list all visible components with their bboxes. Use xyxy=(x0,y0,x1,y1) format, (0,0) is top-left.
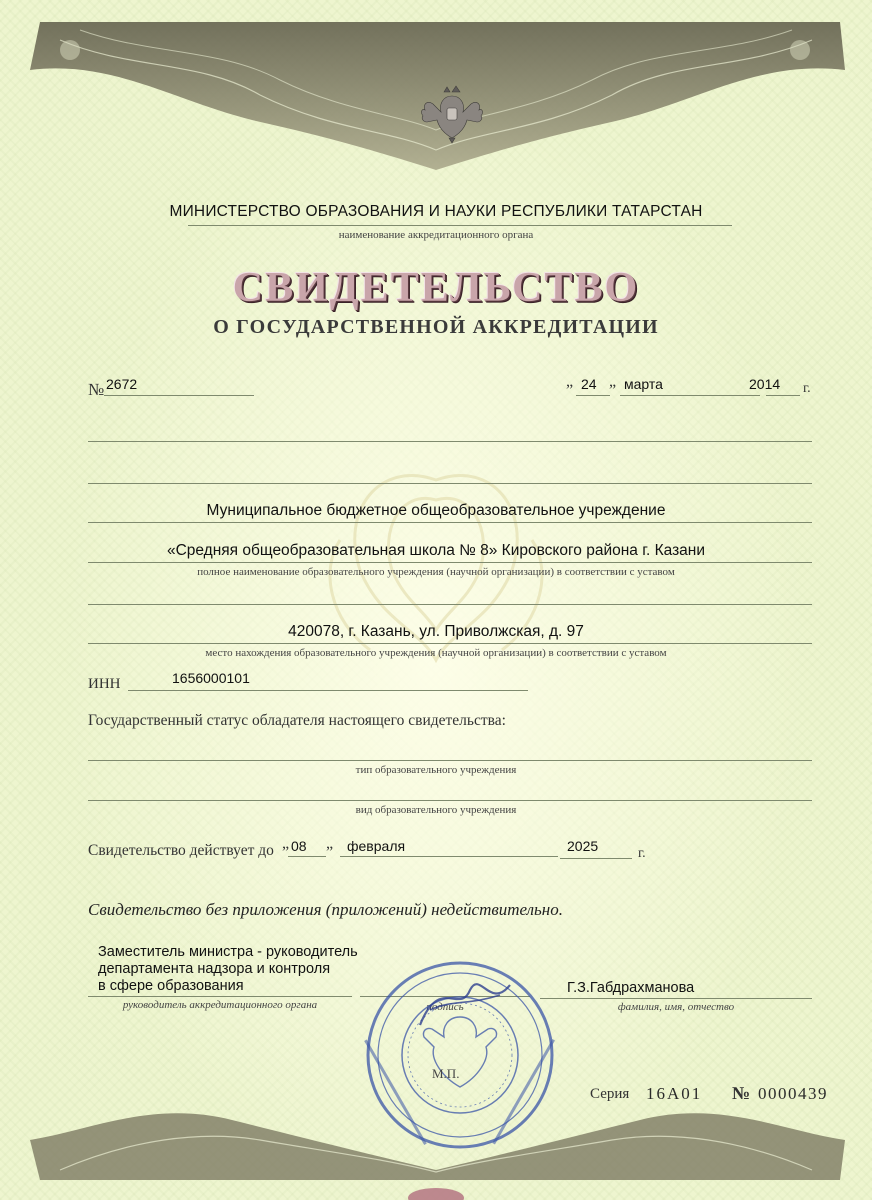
issue-month: марта xyxy=(624,376,663,392)
issue-day: 24 xyxy=(581,376,597,392)
signature-caption: подпись xyxy=(426,1001,464,1013)
authority-caption: наименование аккредитационного органа xyxy=(338,229,534,241)
organization-name-caption: полное наименование образовательного учреждения (научной организации) в соответствии с уставом xyxy=(197,566,675,578)
organization-address-caption: место нахождения образовательного учреждения (научной организации) в соответствии с уставом xyxy=(205,647,667,659)
issue-year: 2014 xyxy=(749,376,781,392)
issue-quote-open: „ xyxy=(566,373,574,390)
series-number: 0000439 xyxy=(758,1084,828,1103)
series-number-sign: № xyxy=(732,1083,751,1103)
signatory-name: Г.З.Габдрахманова xyxy=(567,980,695,996)
signatory-position-line: в сфере образования xyxy=(98,978,244,994)
signatory-position xyxy=(98,944,358,995)
signatory-position-caption: руководитель аккредитационного органа xyxy=(122,999,318,1011)
certificate-number: 2672 xyxy=(106,376,138,392)
organization-address: 420078, г. Казань, ул. Приволжская, д. 97 xyxy=(288,623,584,640)
signatory-position-line: департамента надзора и контроля xyxy=(98,961,331,977)
document-title: СВИДЕТЕЛЬСТВО xyxy=(232,265,640,311)
issue-quote-close: „ xyxy=(609,373,617,390)
validity-quote-open: „ xyxy=(282,835,290,852)
organization-name-line2: «Средняя общеобразовательная школа № 8» Кировского района г. Казани xyxy=(166,542,706,559)
signatory-position-line: Заместитель министра - руководитель xyxy=(98,944,358,960)
series-label: Серия xyxy=(590,1086,630,1102)
validity-day: 08 xyxy=(291,838,307,854)
issue-year-suffix: г. xyxy=(803,381,811,396)
coat-of-arms-icon xyxy=(419,82,485,144)
validity-label: Свидетельство действует до xyxy=(88,842,274,859)
validity-month: февраля xyxy=(347,838,406,854)
organization-name-line1: Муниципальное бюджетное общеобразовательное учреждение xyxy=(206,502,666,519)
official-seal-stamp xyxy=(360,955,560,1155)
series-value: 16А01 xyxy=(646,1084,703,1103)
inn-value: 1656000101 xyxy=(172,670,250,686)
institution-kind-caption: вид образовательного учреждения xyxy=(355,804,517,816)
validity-quote-close: „ xyxy=(326,835,334,852)
status-label: Государственный статус обладателя настоящего свидетельства: xyxy=(88,712,506,729)
number-sign: № xyxy=(88,380,105,399)
institution-type-caption: тип образовательного учреждения xyxy=(355,764,517,776)
validity-year-suffix: г. xyxy=(638,846,646,861)
stamp-place-label: М.П. xyxy=(432,1066,460,1081)
validity-notice: Свидетельство без приложения (приложений) недействительно. xyxy=(88,900,563,919)
authority-name: МИНИСТЕРСТВО ОБРАЗОВАНИЯ И НАУКИ РЕСПУБЛИКИ ТАТАРСТАН xyxy=(169,203,703,220)
inn-label: ИНН xyxy=(88,676,121,692)
document-subtitle: О ГОСУДАРСТВЕННОЙ АККРЕДИТАЦИИ xyxy=(213,316,659,338)
validity-year: 2025 xyxy=(567,838,599,854)
signatory-name-caption: фамилия, имя, отчество xyxy=(617,1001,735,1013)
